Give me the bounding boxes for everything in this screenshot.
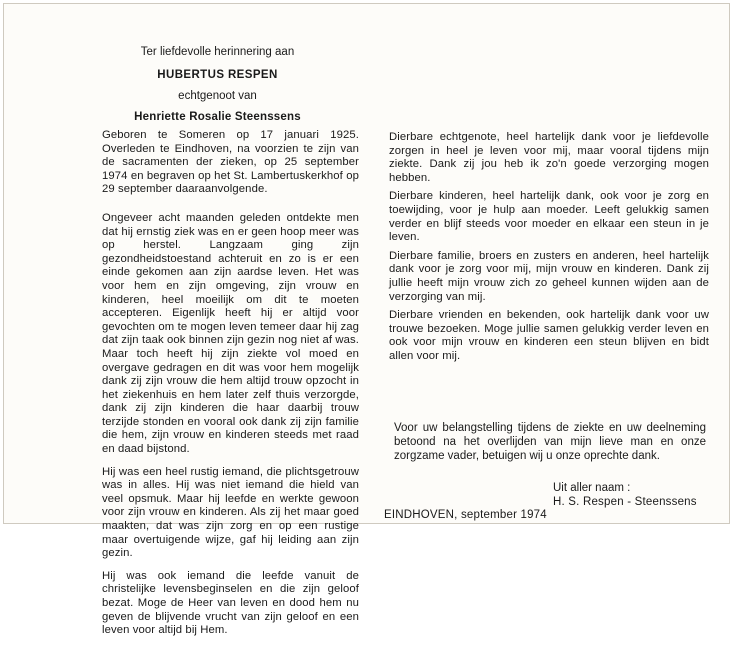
thanks-wife-paragraph: Dierbare echtgenote, heel hartelijk dank voor je liefdevolle zorgen in heel je leven voor mij, maar vooral tijdens mijn ziekte. Dank zij jou heb ik zo'n goede verzorging mogen hebben. — [389, 131, 709, 184]
right-column — [389, 131, 709, 369]
place-date: EINDHOVEN, september 1974 — [384, 509, 547, 521]
illness-paragraph: Ongeveer acht maanden geleden ontdekte men dat hij ernstig ziek was en er geen hoop meer was op herstel. Langzaam ging zijn gezondheidstoestand achteruit en zo is er een einde gekomen aan zijn aardse leven. Het was voor hem en zijn omgeving, zijn vrouw en kinderen, heel moeilijk om dit te moeten accepteren. Eigenlijk heeft hij er altijd voor gevochten om te mogen leven temeer daar hij zag dat zijn taak ook binnen zijn gezin nog niet af was. Maar toch heeft hij zijn ziekte vol moed en overgave gedragen en dit was voor hem mogelijk dank zij zijn vrouw die hem altijd trouw opzocht in het ziekenhuis en hem later zelf thuis verzorgde, dank zij zijn kinderen die haar daarbij trouw terzijde stonden en vooral ook dank zij zijn familie die hem, zijn vrouw en kinderen steeds met raad en daad bijstond. — [102, 211, 359, 456]
signature-intro: Uit aller naam : — [553, 482, 631, 494]
relation-line: echtgenoot van — [178, 90, 257, 102]
deceased-name: HUBERTUS RESPEN — [157, 69, 278, 81]
thanks-friends-paragraph: Dierbare vrienden en bekenden, ook hartelijk dank voor uw trouwe bezoeken. Moge jullie samen gelukkig verder leven en ook voor mijn vrouw en kinderen een steun blijven en bidt allen voor mij. — [389, 309, 709, 362]
left-column — [102, 129, 359, 647]
dedication-line: Ter liefdevolle herinnering aan — [140, 46, 295, 58]
acknowledgement-text: Voor uw belangstelling tijdens de ziekte en uw deelneming betoond na het overlijden van mijn lieve man en onze zorgzame vader, betuigen wij u onze oprechte dank. — [394, 422, 706, 462]
thanks-family-paragraph: Dierbare familie, broers en zusters en anderen, heel hartelijk dank voor je zorg voor mij, mijn vrouw en kinderen. Dank zij jullie heeft mijn vrouw zich zo geheel kunnen wijden aan de verzorging van mij. — [389, 249, 709, 303]
spouse-name: Henriette Rosalie Steenssens — [134, 111, 301, 123]
birth-death-paragraph: Geboren te Someren op 17 januari 1925. Overleden te Eindhoven, na voorzien te zijn van de sacramenten der zieken, op 25 september 1974 en begraven op het St. Lambertuskerkhof op 29 september daaraanvolgende. — [102, 129, 359, 196]
character-paragraph: Hij was een heel rustig iemand, die plichtsgetrouw was in alles. Hij was niet iemand die hield van veel opsmuk. Maar hij leefde en werkte gewoon voor zijn vrouw en kinderen. Als zij het maar goed maakten, dat was zijn zorg en op een rustige maar overtuigende wijze, gaf hij leiding aan zijn gezin. — [102, 465, 359, 560]
thanks-children-paragraph: Dierbare kinderen, heel hartelijk dank, ook voor je zorg en toewijding, voor je hulp aan moeder. Leeft gelukkig samen verder en blijf steeds voor moeder en elkaar een steun in je leven. — [389, 190, 709, 244]
signature-name: H. S. Respen - Steenssens — [553, 496, 697, 508]
faith-paragraph: Hij was ook iemand die leefde vanuit de christelijke levensbeginselen en die zijn geloof bezat. Moge de Heer van leven en dood hem nu geven de blijvende vrucht van zijn geloof en een leven voor altijd bij Hem. — [102, 569, 359, 637]
